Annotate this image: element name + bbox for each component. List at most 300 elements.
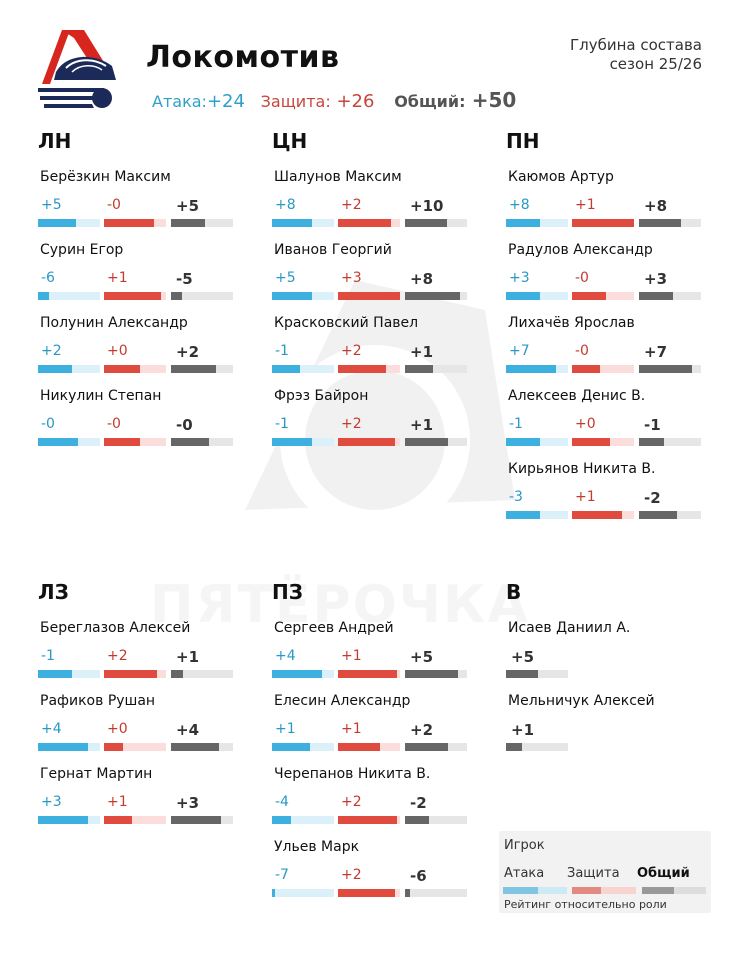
attack-stat — [38, 416, 100, 444]
attack-stat — [38, 794, 100, 822]
player-row[interactable] — [272, 301, 472, 374]
attack-stat — [38, 197, 100, 225]
position-column-rd — [272, 578, 472, 898]
defense-bar — [104, 816, 166, 824]
player-row[interactable] — [272, 228, 472, 301]
legend-overall-bar — [642, 887, 706, 894]
overall-stat — [405, 270, 467, 298]
defense-bar-fill — [572, 219, 634, 227]
player-name: Алексеев Денис В. — [508, 388, 646, 404]
overall-bar — [639, 438, 701, 446]
team-summary — [152, 88, 516, 112]
attack-value: -3 — [509, 489, 523, 505]
overall-bar — [171, 743, 233, 751]
overall-stat — [171, 270, 233, 298]
attack-bar — [506, 292, 568, 300]
defense-bar — [338, 889, 400, 897]
attack-bar-fill — [272, 816, 291, 824]
attack-stat — [272, 343, 334, 371]
defense-bar — [338, 438, 400, 446]
defense-bar — [338, 219, 400, 227]
overall-bar — [405, 365, 467, 373]
attack-bar — [38, 219, 100, 227]
overall-bar — [639, 511, 701, 519]
legend-attack-label: Атака — [504, 866, 545, 881]
overall-stat — [639, 270, 701, 298]
attack-stat — [506, 197, 568, 225]
overall-value: +1 — [176, 648, 200, 666]
defense-bar-fill — [338, 292, 400, 300]
defense-bar-fill — [104, 219, 154, 227]
overall-bar — [405, 670, 467, 678]
defense-value: +1 — [107, 794, 128, 810]
overall-bar-fill — [405, 219, 447, 227]
attack-stat — [38, 343, 100, 371]
player-row[interactable] — [272, 752, 472, 825]
defense-bar-fill — [338, 670, 397, 678]
attack-value: +8 — [275, 197, 296, 213]
defense-bar — [338, 292, 400, 300]
defense-value: -0 — [575, 270, 589, 286]
player-name: Черепанов Никита В. — [274, 766, 431, 782]
overall-value: +5 — [176, 197, 200, 215]
attack-bar — [38, 670, 100, 678]
overall-bar-fill — [405, 670, 458, 678]
player-row[interactable] — [38, 374, 238, 447]
player-row[interactable] — [38, 155, 238, 228]
attack-bar — [272, 219, 334, 227]
player-name: Елесин Александр — [274, 693, 411, 709]
overall-bar — [405, 816, 467, 824]
overall-value: +1 — [410, 416, 434, 434]
defense-value: -0 — [107, 197, 121, 213]
player-name: Полунин Александр — [40, 315, 188, 331]
player-name: Берёзкин Максим — [40, 169, 171, 185]
player-row[interactable] — [506, 374, 706, 447]
defense-bar-fill — [104, 816, 132, 824]
overall-value: -1 — [644, 416, 661, 434]
legend-attack-bar — [503, 887, 567, 894]
defense-value: +2 — [107, 648, 128, 664]
overall-bar — [171, 219, 233, 227]
defense-bar-fill — [104, 743, 123, 751]
attack-value: +2 — [41, 343, 62, 359]
legend-note: Рейтинг относительно роли — [504, 898, 667, 911]
overall-bar-fill — [171, 292, 182, 300]
defense-stat — [338, 343, 400, 371]
attack-bar — [38, 438, 100, 446]
attack-bar — [272, 816, 334, 824]
attack-bar — [272, 438, 334, 446]
overall-bar-fill — [171, 670, 183, 678]
player-row[interactable] — [506, 679, 706, 752]
legend-title: Игрок — [504, 838, 545, 853]
defense-stat — [104, 343, 166, 371]
defense-bar — [104, 292, 166, 300]
position-column-lw — [38, 127, 238, 447]
overall-bar — [171, 292, 233, 300]
attack-bar-fill — [272, 889, 275, 897]
defense-stat — [572, 343, 634, 371]
defense-value: +0 — [107, 343, 128, 359]
attack-stat — [38, 721, 100, 749]
attack-bar-fill — [272, 292, 312, 300]
attack-bar-fill — [272, 438, 312, 446]
defense-value: +1 — [575, 489, 596, 505]
defense-bar-fill — [338, 365, 386, 373]
position-column-rw — [506, 127, 706, 520]
defense-stat — [338, 270, 400, 298]
attack-bar-fill — [38, 670, 72, 678]
overall-bar-fill — [639, 365, 692, 373]
attack-bar-fill — [272, 219, 312, 227]
attack-bar-fill — [38, 438, 78, 446]
defense-value: +3 — [341, 270, 362, 286]
player-row[interactable] — [38, 606, 238, 679]
player-row[interactable] — [506, 155, 706, 228]
overall-bar-fill — [405, 438, 448, 446]
attack-bar — [506, 219, 568, 227]
overall-bar-fill — [639, 219, 681, 227]
overall-bar — [171, 438, 233, 446]
player-row[interactable] — [506, 447, 706, 520]
defense-bar-fill — [104, 365, 140, 373]
attack-stat — [38, 648, 100, 676]
defense-bar — [572, 292, 634, 300]
overall-stat — [171, 416, 233, 444]
attack-stat — [272, 721, 334, 749]
player-name: Мельничук Алексей — [508, 693, 655, 709]
defense-value: +2 — [341, 343, 362, 359]
defense-value: +1 — [341, 721, 362, 737]
player-row[interactable] — [272, 606, 472, 679]
overall-stat — [171, 721, 233, 749]
player-name: Сурин Егор — [40, 242, 124, 258]
overall-bar — [405, 292, 467, 300]
team-name: Локомотив — [146, 40, 340, 75]
defense-value: +0 — [575, 416, 596, 432]
attack-bar — [272, 365, 334, 373]
overall-stat — [639, 197, 701, 225]
position-title: ЛН — [38, 129, 72, 153]
attack-bar — [272, 889, 334, 897]
attack-bar — [272, 292, 334, 300]
overall-value: +3 — [176, 794, 200, 812]
overall-stat — [639, 343, 701, 371]
defense-bar-fill — [104, 670, 157, 678]
attack-value: -1 — [275, 416, 289, 432]
defense-stat — [338, 867, 400, 895]
defense-stat — [572, 416, 634, 444]
overall-bar — [171, 670, 233, 678]
overall-stat — [405, 867, 467, 895]
overall-value: +10 — [410, 197, 444, 215]
overall-bar — [405, 743, 467, 751]
attack-stat — [272, 197, 334, 225]
attack-bar-fill — [38, 816, 88, 824]
player-row[interactable] — [272, 155, 472, 228]
team-attack: Атака:+24 — [152, 91, 245, 112]
defense-bar — [104, 743, 166, 751]
overall-value: -2 — [644, 489, 661, 507]
defense-stat — [338, 197, 400, 225]
player-name: Сергеев Андрей — [274, 620, 394, 636]
attack-bar — [506, 511, 568, 519]
attack-value: -1 — [275, 343, 289, 359]
defense-stat — [104, 721, 166, 749]
defense-stat — [572, 270, 634, 298]
overall-stat — [171, 794, 233, 822]
player-name: Шалунов Максим — [274, 169, 402, 185]
defense-bar-fill — [572, 365, 600, 373]
overall-value: +1 — [410, 343, 434, 361]
overall-value: +1 — [511, 721, 535, 739]
player-row[interactable] — [506, 301, 706, 374]
player-row[interactable] — [506, 228, 706, 301]
attack-value: -4 — [275, 794, 289, 810]
attack-value: +5 — [41, 197, 62, 213]
position-column-ld — [38, 578, 238, 825]
overall-stat — [171, 197, 233, 225]
overall-value: +8 — [644, 197, 668, 215]
defense-bar — [572, 219, 634, 227]
overall-stat — [405, 197, 467, 225]
player-name: Кирьянов Никита В. — [508, 461, 656, 477]
defense-stat — [572, 489, 634, 517]
overall-value: +2 — [410, 721, 434, 739]
position-column-c — [272, 127, 472, 447]
overall-bar-fill — [639, 292, 673, 300]
attack-stat — [506, 416, 568, 444]
legend-bar-fill — [503, 887, 538, 894]
attack-stat — [272, 794, 334, 822]
defense-value: -0 — [575, 343, 589, 359]
overall-bar — [405, 889, 467, 897]
overall-bar-fill — [405, 889, 410, 897]
attack-bar — [272, 670, 334, 678]
overall-stat — [405, 721, 467, 749]
player-name: Исаев Даниил А. — [508, 620, 631, 636]
overall-stat — [506, 721, 568, 749]
defense-bar — [572, 511, 634, 519]
player-name: Рафиков Рушан — [40, 693, 156, 709]
overall-bar-fill — [171, 438, 209, 446]
player-name: Каюмов Артур — [508, 169, 614, 185]
overall-bar — [506, 670, 568, 678]
position-title: ЛЗ — [38, 580, 69, 604]
overall-bar-fill — [171, 743, 219, 751]
overall-value: +4 — [176, 721, 200, 739]
defense-bar-fill — [338, 743, 380, 751]
legend-defense-bar — [572, 887, 636, 894]
position-title: В — [506, 580, 522, 604]
overall-bar-fill — [171, 219, 205, 227]
legend-defense-label: Защита — [567, 866, 620, 881]
player-row[interactable] — [38, 752, 238, 825]
player-row[interactable] — [272, 825, 472, 898]
attack-value: -0 — [41, 416, 55, 432]
overall-value: +2 — [176, 343, 200, 361]
team-logo — [36, 28, 120, 118]
defense-value: +2 — [341, 867, 362, 883]
attack-bar — [506, 438, 568, 446]
season-meta — [570, 36, 702, 74]
attack-stat — [506, 343, 568, 371]
overall-bar — [171, 365, 233, 373]
overall-bar-fill — [405, 743, 448, 751]
overall-stat — [639, 416, 701, 444]
legend — [499, 831, 711, 913]
attack-bar-fill — [506, 365, 556, 373]
defense-value: +0 — [107, 721, 128, 737]
defense-stat — [338, 648, 400, 676]
player-name: Ульев Марк — [274, 839, 360, 855]
overall-bar-fill — [171, 816, 221, 824]
overall-bar-fill — [506, 743, 522, 751]
defense-bar — [338, 365, 400, 373]
defense-bar — [572, 438, 634, 446]
attack-value: +1 — [275, 721, 296, 737]
attack-bar-fill — [272, 365, 300, 373]
player-name: Иванов Георгий — [274, 242, 392, 258]
attack-stat — [272, 270, 334, 298]
attack-bar-fill — [272, 670, 322, 678]
player-name: Гернат Мартин — [40, 766, 153, 782]
attack-bar-fill — [506, 511, 540, 519]
overall-bar — [405, 438, 467, 446]
overall-bar-fill — [171, 365, 216, 373]
attack-value: +5 — [275, 270, 296, 286]
defense-value: +2 — [341, 197, 362, 213]
overall-bar — [405, 219, 467, 227]
player-row[interactable] — [38, 301, 238, 374]
overall-bar-fill — [639, 438, 664, 446]
overall-bar — [506, 743, 568, 751]
defense-bar-fill — [338, 889, 395, 897]
player-name: Береглазов Алексей — [40, 620, 191, 636]
defense-bar-fill — [104, 438, 140, 446]
attack-value: +8 — [509, 197, 530, 213]
attack-stat — [272, 648, 334, 676]
defense-bar-fill — [572, 438, 610, 446]
attack-value: -1 — [41, 648, 55, 664]
player-name: Фрэз Байрон — [274, 388, 369, 404]
legend-bar-fill — [572, 887, 601, 894]
attack-bar — [38, 816, 100, 824]
attack-bar — [38, 365, 100, 373]
overall-bar — [171, 816, 233, 824]
overall-value: +8 — [410, 270, 434, 288]
defense-bar — [572, 365, 634, 373]
defense-value: +1 — [575, 197, 596, 213]
player-row[interactable] — [506, 606, 706, 679]
defense-stat — [338, 416, 400, 444]
overall-value: +5 — [511, 648, 535, 666]
attack-bar-fill — [272, 743, 310, 751]
overall-bar-fill — [405, 816, 429, 824]
attack-bar-fill — [506, 438, 540, 446]
player-row[interactable] — [38, 679, 238, 752]
position-title: ПН — [506, 129, 540, 153]
overall-bar-fill — [405, 365, 433, 373]
attack-stat — [272, 867, 334, 895]
player-row[interactable] — [272, 374, 472, 447]
overall-stat — [405, 648, 467, 676]
defense-stat — [572, 197, 634, 225]
legend-overall-label: Общий — [637, 866, 690, 881]
defense-value: +1 — [107, 270, 128, 286]
overall-bar-fill — [639, 511, 677, 519]
defense-bar — [338, 743, 400, 751]
attack-value: -6 — [41, 270, 55, 286]
attack-bar-fill — [506, 219, 540, 227]
attack-bar-fill — [506, 292, 540, 300]
defense-stat — [104, 270, 166, 298]
attack-stat — [38, 270, 100, 298]
attack-bar-fill — [38, 292, 49, 300]
legend-bar-fill — [642, 887, 674, 894]
overall-stat — [639, 489, 701, 517]
defense-bar — [104, 670, 166, 678]
player-name: Лихачёв Ярослав — [508, 315, 635, 331]
overall-bar — [639, 365, 701, 373]
attack-value: +4 — [275, 648, 296, 664]
overall-value: -0 — [176, 416, 193, 434]
defense-value: +2 — [341, 794, 362, 810]
attack-stat — [506, 270, 568, 298]
overall-value: -2 — [410, 794, 427, 812]
attack-value: -7 — [275, 867, 289, 883]
team-defense: Защита: +26 — [260, 91, 375, 112]
defense-bar — [104, 365, 166, 373]
defense-bar-fill — [104, 292, 161, 300]
player-row[interactable] — [272, 679, 472, 752]
overall-value: +3 — [644, 270, 668, 288]
player-row[interactable] — [38, 228, 238, 301]
defense-value: +2 — [341, 416, 362, 432]
overall-value: +5 — [410, 648, 434, 666]
player-name: Радулов Александр — [508, 242, 653, 258]
defense-value: -0 — [107, 416, 121, 432]
overall-bar-fill — [506, 670, 538, 678]
attack-bar-fill — [38, 365, 72, 373]
attack-bar — [38, 743, 100, 751]
overall-stat — [405, 794, 467, 822]
attack-bar — [38, 292, 100, 300]
team-overall: Общий: +50 — [394, 88, 517, 112]
defense-stat — [338, 721, 400, 749]
overall-stat — [171, 343, 233, 371]
defense-bar-fill — [338, 816, 397, 824]
attack-stat — [272, 416, 334, 444]
defense-value: +1 — [341, 648, 362, 664]
defense-bar — [104, 438, 166, 446]
overall-stat — [405, 343, 467, 371]
attack-bar-fill — [38, 219, 76, 227]
overall-value: -6 — [410, 867, 427, 885]
attack-value: +3 — [509, 270, 530, 286]
defense-bar — [338, 670, 400, 678]
overall-stat — [171, 648, 233, 676]
player-name: Никулин Степан — [40, 388, 162, 404]
overall-bar — [639, 219, 701, 227]
defense-stat — [104, 648, 166, 676]
defense-bar-fill — [572, 511, 622, 519]
attack-bar — [506, 365, 568, 373]
defense-bar — [104, 219, 166, 227]
player-name: Красковский Павел — [274, 315, 419, 331]
attack-stat — [506, 489, 568, 517]
